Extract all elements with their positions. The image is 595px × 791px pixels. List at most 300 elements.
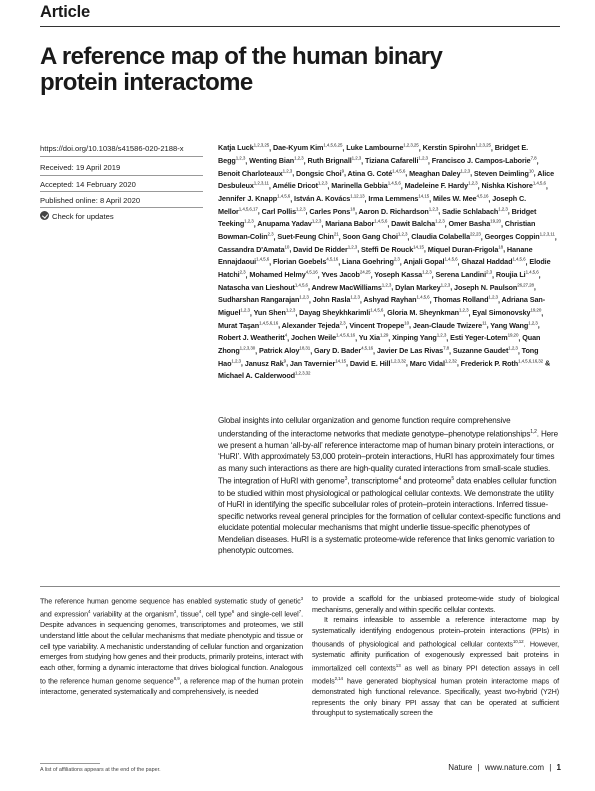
affiliation-superscript: 1,4,5,6 — [294, 282, 308, 288]
author-name: Florian Goebels — [272, 257, 327, 267]
author[interactable] — [391, 219, 444, 228]
author-name: Mohamed Helmy — [249, 269, 306, 279]
author[interactable] — [296, 169, 344, 178]
affiliation-superscript: 1,4,5,6 — [277, 193, 291, 199]
author-name: Carl Pollis — [261, 206, 296, 216]
author[interactable] — [321, 270, 370, 279]
affiliation-superscript: 1,4,5,6,17 — [238, 206, 258, 212]
author-name: Francisco J. Campos-Laborie — [431, 156, 531, 166]
check-updates-button[interactable] — [40, 211, 114, 221]
affiliation-superscript: 9 — [283, 358, 287, 364]
meta-divider — [40, 156, 203, 157]
affiliation-superscript: 1,2,3 — [436, 332, 447, 338]
affiliation-superscript: 1,2,3,25 — [253, 143, 270, 148]
author[interactable] — [485, 232, 555, 241]
author[interactable] — [218, 321, 278, 330]
author-name: Alice Desbuleux — [218, 168, 555, 191]
text-run: It remains infeasible to assemble a reference interactome map by systematically identifying endogenous protein–protein interactions (PPIs) in thousands of physiological and pathological cellular contexts — [312, 615, 559, 649]
author-name: Madeleine F. Hardy — [404, 181, 469, 191]
body-paragraph — [312, 594, 559, 615]
author-name: Mariana Babor — [325, 219, 375, 229]
author-name: Andrew MacWilliams — [311, 282, 382, 292]
affiliation-superscript: 26,27,28 — [517, 282, 534, 288]
citation-superscript: 6 — [231, 609, 235, 615]
header-rule — [40, 26, 560, 27]
affiliation-superscript: 1,2,3,11 — [539, 231, 555, 237]
text-run: , a reference map of the human protein interactome, generated systematically and comprehensively, is needed — [40, 676, 303, 696]
affiliation-superscript: 1,2,3 — [294, 155, 304, 161]
affiliation-superscript: 1,2,3 — [296, 206, 306, 212]
author[interactable] — [290, 359, 346, 368]
author[interactable] — [262, 207, 306, 216]
affiliation-superscript: 11 — [482, 320, 487, 326]
affiliation-superscript: 14,15 — [335, 358, 346, 364]
affiliation-superscript: 1,4,5,6,16 — [336, 332, 356, 338]
author-name: Miquel Duran-Frigola — [427, 244, 499, 254]
author[interactable] — [442, 207, 508, 216]
author-name: Dae-Kyum Kim — [272, 143, 324, 153]
author[interactable] — [346, 143, 418, 152]
author[interactable] — [218, 295, 309, 304]
affiliation-superscript: 1,4,5,6,16 — [259, 320, 279, 326]
affiliation-superscript: 1,2,3 — [282, 168, 293, 174]
author[interactable] — [299, 308, 383, 317]
author[interactable] — [277, 232, 338, 241]
author-name: Bridget E. Begg — [218, 143, 529, 166]
author[interactable] — [403, 257, 457, 266]
author-name: Yves Jacob — [321, 269, 360, 279]
citation-superscript: 4 — [198, 609, 202, 615]
affiliation-superscript: 10 — [404, 320, 409, 326]
author[interactable] — [450, 333, 518, 342]
author[interactable] — [325, 219, 387, 228]
affiliation-superscript: 10 — [528, 168, 534, 174]
affiliation-superscript: 1,2,3 — [458, 307, 469, 313]
author[interactable] — [293, 245, 357, 254]
affiliation-superscript: 14,15 — [418, 193, 430, 199]
author-name: Joseph N. Paulson — [454, 282, 518, 292]
author-name: Michael A. Calderwood — [218, 371, 295, 381]
text-run: as well as binary PPI detection assays in cell models — [312, 663, 559, 686]
article-type-label: Article — [40, 3, 90, 21]
author[interactable] — [218, 333, 287, 342]
author-name: Bridget Teeking — [218, 206, 537, 229]
author[interactable] — [314, 346, 373, 355]
accepted-date: Accepted: 14 February 2020 — [40, 180, 136, 189]
author-name: Natascha van Lieshout — [218, 282, 295, 292]
affiliation-superscript: 1,2,3 — [347, 244, 358, 250]
author-name: Cassandra D'Amata — [218, 244, 285, 254]
affiliation-superscript: 24,25 — [359, 269, 371, 275]
author-name: Steffi De Rouck — [361, 244, 414, 254]
author-name: Anjali Gopal — [403, 257, 445, 267]
author[interactable] — [359, 207, 439, 216]
author-name: Dawit Balcha — [391, 219, 436, 229]
affiliation-superscript: 1,2,3 — [418, 155, 428, 161]
author-name: Thomas Rolland — [433, 295, 489, 305]
affiliation-superscript: 1,4,5,6 — [532, 180, 546, 186]
author-name: Adriana San-Miguel — [218, 295, 546, 317]
author[interactable] — [454, 283, 534, 292]
author-name: Elodie Hatchi — [218, 257, 551, 279]
author[interactable] — [361, 245, 424, 254]
author-name: Marc Vidal — [409, 358, 445, 368]
text-run: have generated biophysical human protein interactome maps of demonstrated high functional relevance. Specifically, yeast two-hybrid (Y2H) represents the only binary PPI assay that can be operated at sufficient throughput to systematically screen the — [312, 676, 559, 718]
affiliation-superscript: 1,2,3,30 — [239, 345, 256, 351]
author-name: Benoit Charloteaux — [218, 168, 283, 178]
affiliation-superscript: 1,2,3,25 — [403, 143, 419, 148]
author-name: Liana Goehring — [342, 257, 394, 267]
author[interactable] — [461, 257, 525, 266]
text-run: and proteome — [401, 477, 452, 487]
author-name: Dayag Sheykhkarimli — [299, 307, 371, 317]
author-name: Javier De Las Rivas — [376, 345, 444, 355]
author-name: Janusz Rak — [244, 358, 284, 368]
footer-separator: | — [549, 763, 552, 772]
affiliation-superscript: 1,2,3 — [299, 294, 309, 300]
author[interactable] — [423, 143, 491, 152]
author[interactable] — [433, 194, 488, 203]
author[interactable] — [350, 359, 406, 368]
body-column-left — [40, 594, 303, 698]
author-name: Eyal Simonovsky — [472, 307, 531, 317]
footer-separator: | — [477, 763, 480, 772]
paper-title — [40, 44, 560, 96]
author[interactable] — [481, 181, 545, 190]
author[interactable] — [413, 321, 487, 330]
author-name: Xinping Yang — [392, 333, 437, 343]
author-name: Dylan Markey — [395, 282, 441, 292]
author-name: Katja Luck — [218, 143, 254, 153]
author[interactable] — [254, 308, 296, 317]
text-run: . However, systematic affinity purification of exogenously expressed bait proteins in immortalized cell contexts — [312, 639, 559, 672]
affiliation-superscript: 1,2,3 — [311, 218, 322, 224]
author-name: Gloria M. Sheynkman — [387, 307, 459, 317]
affiliation-superscript: 18 — [498, 244, 504, 250]
author[interactable] — [249, 270, 317, 279]
affiliation-superscript: 1,2,3 — [428, 206, 439, 212]
author-name: Anupama Yadav — [257, 219, 312, 229]
author[interactable] — [259, 346, 310, 355]
affiliation-superscript: 1,2,3 — [460, 168, 471, 174]
affiliation-superscript: 2,3 — [339, 320, 346, 326]
author-name: Carles Pons — [309, 206, 351, 216]
author-name: Yang Wang — [490, 320, 529, 330]
author-name: Sudharshan Rangarajan — [218, 295, 300, 305]
author-name: David E. Hill — [349, 358, 391, 368]
affiliation-superscript: 1,2,3 — [422, 269, 432, 275]
meta-divider — [40, 191, 203, 192]
author[interactable] — [432, 156, 537, 165]
author-name: Quan Zhong — [218, 333, 541, 355]
author-name: Alexander Tejeda — [281, 320, 340, 330]
affiliation-superscript: 2,3 — [393, 256, 400, 262]
journal-url[interactable]: www.nature.com — [484, 763, 544, 772]
affiliation-superscript: 1,4,5,6 — [374, 218, 388, 224]
author-name: Georges Coppin — [484, 232, 540, 241]
affiliation-superscript: 19,20 — [507, 332, 519, 338]
affiliation-superscript: 2,3 — [239, 269, 246, 275]
abstract — [218, 415, 561, 557]
affiliation-superscript: 1,2,3,32 — [390, 358, 406, 364]
affiliation-superscript: 1,2,3 — [240, 307, 250, 313]
affiliation-superscript: 1,4,5,6,25 — [323, 143, 343, 148]
affiliation-superscript: 1,2,3 — [381, 282, 392, 288]
author[interactable] — [392, 333, 446, 342]
author-name: Serena Landini — [435, 269, 487, 279]
text-run: , cell type — [201, 609, 232, 619]
affiliation-superscript: 2,3 — [267, 231, 274, 237]
page-number: 1 — [556, 763, 561, 772]
doi-link[interactable]: https://doi.org/10.1038/s41586-020-2188-x — [40, 144, 184, 153]
author-name: Patrick Aloy — [258, 345, 300, 355]
affiliation-superscript: 1,2,3,32 — [295, 370, 311, 376]
author-name: Claudia Colabella — [411, 232, 470, 241]
affiliation-superscript: 2,3 — [486, 269, 493, 275]
author[interactable] — [453, 346, 518, 355]
affiliation-superscript: 1,2,3 — [468, 180, 478, 186]
author[interactable] — [342, 257, 400, 266]
page-footer — [448, 763, 561, 772]
body-rule — [40, 586, 560, 587]
received-date: Received: 19 April 2019 — [40, 163, 121, 172]
affiliation-superscript: 1,2,3 — [508, 345, 518, 351]
text-run: variability at the organism — [90, 609, 174, 619]
author[interactable] — [395, 283, 450, 292]
footnote-rule — [40, 763, 100, 764]
author-name: Jochen Weile — [291, 333, 337, 343]
affiliation-superscript: 18,31 — [299, 345, 311, 351]
affiliation-superscript: 19,20 — [530, 307, 542, 313]
text-run: data enables cellular function to be studied within most physiological or pathological cellular contexts. We demonstrate the utility of HuRI in identifying the specific subcellular roles of protein–protein interactions. Inferred tissue-specific networks reveal general principles for the formation of cellular context-specific functions and elucidate potential molecular mechanisms that might underlie tissue-specific phenotypes of Mendelian diseases. HuRI is a systematic proteome-wide reference that links genomic variation to phenotypic outcomes. — [218, 477, 561, 556]
author[interactable] — [348, 169, 406, 178]
author[interactable] — [312, 283, 392, 292]
author-name: Marinella Gebbia — [331, 181, 388, 191]
author[interactable] — [282, 321, 346, 330]
affiliation-superscript: 4,5,16 — [326, 256, 339, 262]
affiliation-superscript: 4 — [284, 332, 288, 338]
affiliation-superscript: 21 — [333, 231, 339, 237]
citation-superscript: 13 — [395, 662, 401, 668]
author[interactable] — [474, 169, 534, 178]
affiliation-superscript: 1,2,3 — [488, 294, 498, 300]
affiliation-superscript: 1,4,5,6 — [416, 294, 430, 300]
text-run: and expression — [40, 609, 89, 619]
citation-superscript: 10,12 — [512, 638, 524, 644]
affiliation-superscript: 1,2,3 — [317, 180, 328, 186]
author[interactable] — [257, 219, 321, 228]
affiliation-superscript: 1,2,3 — [351, 155, 362, 161]
author[interactable] — [374, 270, 431, 279]
author-name: Suet-Feung Chin — [277, 232, 334, 241]
affiliation-superscript: 1,4,5,6 — [256, 256, 270, 262]
author[interactable] — [249, 156, 304, 165]
author-name: Joseph C. Mellor — [218, 194, 527, 216]
text-run: The reference human genome sequence has enabled systematic study of genetic — [40, 596, 301, 606]
author-name: István A. Kovács — [294, 194, 351, 204]
affiliation-superscript: 1,12,13 — [350, 193, 365, 199]
author[interactable] — [343, 232, 408, 241]
affiliation-superscript: 22,23 — [470, 231, 481, 237]
author-name: Jan Tavernier — [289, 358, 336, 368]
affiliation-superscript: 1,2,3 — [350, 294, 360, 300]
affiliation-superscript: 4,5,16 — [476, 193, 489, 199]
author[interactable] — [490, 321, 537, 330]
author-name: Steven Deimling — [473, 168, 529, 178]
text-run: . Here we present a human ‘all-by-all’ reference interactome map of human binary protein interactions, or ‘HuRI’. With approximately 53,000 protein–protein interactions, HuRI has approximately four times as many such interactions as there are high-quality curated interactions from small-scale studies. The integration of HuRI with genome — [218, 429, 558, 487]
author-name: Atina G. Coté — [347, 168, 393, 178]
author-name: Suzanne Gaudet — [452, 345, 509, 355]
author-name: Ghazal Haddad — [461, 257, 513, 267]
affiliation-superscript: 1,2,3 — [528, 320, 538, 326]
author[interactable] — [496, 270, 539, 279]
author-name: Esti Yeger-Lotem — [450, 333, 508, 343]
author[interactable] — [331, 181, 400, 190]
author[interactable] — [218, 194, 290, 203]
affiliation-superscript: 1,2,3,11 — [253, 180, 269, 186]
author-name: Ruth Brignall — [307, 156, 352, 166]
affiliation-superscript: 9 — [341, 168, 344, 174]
affiliation-superscript: 1,4,5,6 — [525, 269, 539, 275]
author[interactable] — [218, 143, 269, 152]
published-date: Published online: 8 April 2020 — [40, 196, 141, 205]
author[interactable] — [365, 156, 428, 165]
author[interactable] — [428, 245, 503, 254]
text-run: Global insights into cellular organization and genome function require comprehensive understanding of the interactome networks that mediate genotype–phenotype relationships — [218, 416, 531, 439]
author[interactable] — [387, 308, 468, 317]
affiliation-superscript: 7,8 — [530, 155, 537, 161]
meta-divider — [40, 175, 203, 176]
author-joiner: & — [543, 358, 551, 368]
author[interactable] — [218, 169, 292, 178]
text-run: , transcriptome — [347, 477, 399, 487]
author[interactable] — [359, 333, 389, 342]
author-name: Tiziana Cafarelli — [365, 156, 419, 166]
affiliation-superscript: 1,2,3 — [498, 206, 508, 212]
author-name: David De Ridder — [293, 244, 348, 254]
author[interactable] — [472, 308, 541, 317]
author-name: Kerstin Spirohn — [422, 143, 476, 153]
author-name: Vincent Tropepe — [349, 320, 405, 330]
affiliation-superscript: 1,2,3 — [244, 218, 254, 224]
body-column-right — [312, 594, 559, 719]
author-name: Irma Lemmens — [368, 194, 419, 204]
citation-superscript: 5 — [451, 476, 455, 483]
author[interactable] — [273, 257, 338, 266]
author-name: Roujia Li — [495, 269, 526, 279]
meta-divider — [40, 207, 203, 208]
author-name: Amélie Dricot — [272, 181, 318, 191]
affiliation-superscript: 1,4,5,6 — [387, 180, 401, 186]
author-name: Miles W. Mee — [432, 194, 477, 204]
affiliation-superscript: 1,2,3 — [231, 358, 241, 364]
author[interactable] — [273, 143, 342, 152]
author[interactable] — [291, 333, 355, 342]
author-name: Wenting Bian — [249, 156, 295, 166]
author[interactable] — [218, 245, 289, 254]
author[interactable] — [272, 181, 327, 190]
affiliation-superscript: 1,2,3 — [397, 231, 408, 237]
author-name: Soon Gang Choi — [342, 232, 398, 241]
author[interactable] — [409, 169, 470, 178]
author-name: Hanane Ennajdaoui — [218, 244, 533, 267]
author-name: Murat Taşan — [218, 320, 260, 330]
citation-superscript: 1,2 — [530, 428, 537, 435]
paper-title-line-1: A reference map of the human binary — [40, 43, 443, 70]
author[interactable] — [307, 156, 361, 165]
author[interactable] — [313, 295, 360, 304]
affiliation-superscript: 10 — [284, 244, 290, 250]
author-name: Dongsic Choi — [296, 168, 342, 178]
citation-superscript: 2,14 — [334, 675, 343, 681]
affiliation-superscript: 1,4,5,6 — [370, 307, 384, 313]
author[interactable] — [411, 232, 481, 241]
author[interactable] — [218, 371, 310, 380]
author-name: Ashyad Rayhan — [363, 295, 417, 305]
citation-superscript: 4 — [88, 609, 91, 615]
author-name: Jennifer J. Knapp — [218, 194, 278, 204]
author-name: Jean-Claude Twizere — [412, 320, 483, 330]
author-name: Omer Basha — [448, 219, 491, 229]
affiliation-superscript: 1,29 — [379, 332, 389, 338]
affiliation-superscript: 18 — [350, 206, 355, 212]
affiliation-superscript: 1,4,5,6 — [512, 256, 526, 262]
text-run: to provide a scaffold for the unbiased proteome-wide study of biological mechanisms, generally and within specific cellular contexts. — [312, 594, 559, 614]
body-paragraph — [312, 615, 559, 719]
affiliation-superscript: 4,5,16 — [361, 345, 374, 351]
author[interactable] — [363, 295, 429, 304]
author[interactable] — [377, 346, 449, 355]
affiliation-superscript: 1,2,3 — [440, 282, 451, 288]
author[interactable] — [245, 359, 286, 368]
author-name: Yun Shen — [253, 307, 286, 317]
check-updates-icon — [40, 211, 49, 220]
author[interactable] — [368, 194, 429, 203]
author-name: John Rasla — [312, 295, 351, 305]
affiliation-superscript: 1,4,5,6,16,32 — [518, 358, 544, 364]
citation-superscript: 3 — [344, 476, 348, 483]
author-name: Yu Xia — [358, 333, 380, 343]
affiliations-footnote: A list of affiliations appears at the end of the paper. — [40, 767, 161, 773]
author-name: Christian Bowman-Colin — [218, 219, 536, 241]
affiliation-superscript: 4,5,16 — [305, 269, 318, 275]
author[interactable] — [309, 207, 355, 216]
affiliation-superscript: 1,2,3 — [435, 218, 445, 224]
affiliation-superscript: 1,2,3 — [285, 307, 296, 313]
author[interactable] — [349, 321, 409, 330]
author-name: Gary D. Bader — [314, 345, 362, 355]
check-updates-label: Check for updates — [52, 212, 114, 221]
citation-superscript: 3 — [300, 596, 303, 601]
author[interactable] — [461, 359, 543, 368]
text-run: and single-cell level — [234, 609, 299, 619]
author[interactable] — [218, 283, 308, 292]
affiliation-superscript: 1,4,5,6 — [444, 256, 458, 262]
author[interactable] — [448, 219, 500, 228]
affiliation-superscript: 14,15 — [413, 244, 424, 250]
author[interactable] — [405, 181, 478, 190]
affiliation-superscript: 19,20 — [490, 218, 501, 224]
author[interactable] — [433, 295, 498, 304]
author[interactable] — [410, 359, 457, 368]
author-name: Luke Lambourne — [346, 143, 404, 153]
citation-superscript: 7 — [298, 609, 302, 615]
author[interactable] — [294, 194, 364, 203]
author-list: Katja Luck$^{1,2,3,25}$, Dae-Kyum Kim$^{1,4,5,6,25}$, Luke Lambourne$^{1,2,3,25}$, Kerstin Spirohn$^{1,2,3,25}$, Bridget E. Begg$^{1,2,3}$, Wenting Bian$^{1,2,3}$, Ruth Brignall$^{1,2,3}$, Tiziana Cafarelli$^{1,2,3}$, Francisco J. Campos-Laborie$^{7,8}$, Benoit Charloteaux$^{1,2,3}$, Dongsic Choi$^9$, Atina G. Coté$^{1,4,5,6}$, Meaghan Daley$^{1,2,3}$, Steven Deimling$^{10}$, Alice Desbuleux$^{1,2,3,11}$, Amélie Dricot$^{1,2,3}$, Marinella Gebbia$^{1,4,5,6}$, Madeleine F. Hardy$^{1,2,3}$, Nishka Kishore$^{1,4,5,6}$, Jennifer J. Knapp$^{1,4,5,6}$, István A. Kovács$^{1,12,13}$, Irma Lemmens$^{14,15}$, Miles W. Mee$^{4,5,16}$, Joseph C. Mellor$^{1,4,5,6,17}$, Carl Pollis$^{1,2,3}$, Carles Pons$^{18}$, Aaron D. Richardson$^{1,2,3}$, Sadie Schlabach$^{1,2,3}$, Bridget Teeking$^{1,2,3}$, Anupama Yadav$^{1,2,3}$, Mariana Babor$^{1,4,5,6}$, Dawit Balcha$^{1,2,3}$, Omer Basha$^{19,20}$, Christian Bowman-Colin$^{2,3}$, Suet-Feung Chin$^{21}$, Soon Gang Choi$^{1,2,3}$, Claudia Colabella$^{22,23}$, Georges Coppin$^{1,2,3,11}$, Cassandra D'Amata$^{10}$, David De Ridder$^{1,2,3}$, Steffi De Rouck$^{14,15}$, Miquel Duran-Frigola$^{18}$, Hanane Ennajdaoui$^{1,4,5,6}$, Florian Goebels$^{4,5,16}$, Liana Goehring$^{2,3}$, Anjali Gopal$^{1,4,5,6}$, Ghazal Haddad$^{1,4,5,6}$, Elodie Hatchi$^{2,3}$, Mohamed Helmy$^{4,5,16}$, Yves Jacob$^{24,25}$, Yoseph Kassa$^{1,2,3}$, Serena Landini$^{2,3}$, Roujia Li$^{1,4,5,6}$, Natascha van Lieshout$^{1,4,5,6}$, Andrew MacWilliams$^{1,2,3}$, Dylan Markey$^{1,2,3}$, Joseph N. Paulson$^{26,27,28}$, Sudharshan Rangarajan$^{1,2,3}$, John Rasla$^{1,2,3}$, Ashyad Rayhan$^{1,4,5,6}$, Thomas Rolland$^{1,2,3}$, Adriana San-Miguel$^{1,2,3}$, Yun Shen$^{1,2,3}$, Dayag Sheykhkarimli$^{1,4,5,6}$, Gloria M. Sheynkman$^{1,2,3}$, Eyal Simonovsky$^{19,20}$, Murat Taşan$^{1,4,5,6,16}$, Alexander Tejeda$^{2,3}$, Vincent Tropepe$^{10}$, Jean-Claude Twizere$^{11}$, Yang Wang$^{1,2,3}$, Robert J. Weatheritt$^4$, Jochen Weile$^{1,4,5,6,16}$, Yu Xia$^{1,29}$, Xinping Yang$^{1,2,3}$, Esti Yeger-Lotem$^{19,20}$, Quan Zhong$^{1,2,3,30}$, Patrick Aloy$^{18,31}$, Gary D. Bader$^{4,5,16}$, Javier De Las Rivas$^{7,8}$, Suzanne Gaudet$^{1,2,3}$, Tong Hao$^{1,2,3}$, Janusz Rak$^9$, Jan Tavernier$^{14,15}$, David E. Hill$^{1,2,3,32}$, Marc Vidal$^{1,2,32}$, Frederick P. Roth$^{1,4,5,6,16,32}$ & Michael A. Calderwood$^{1,2,3,32}$ — [218, 143, 557, 381]
affiliation-superscript: 1,2,3 — [235, 155, 246, 161]
author-name: Yoseph Kassa — [374, 269, 423, 279]
author[interactable] — [435, 270, 492, 279]
